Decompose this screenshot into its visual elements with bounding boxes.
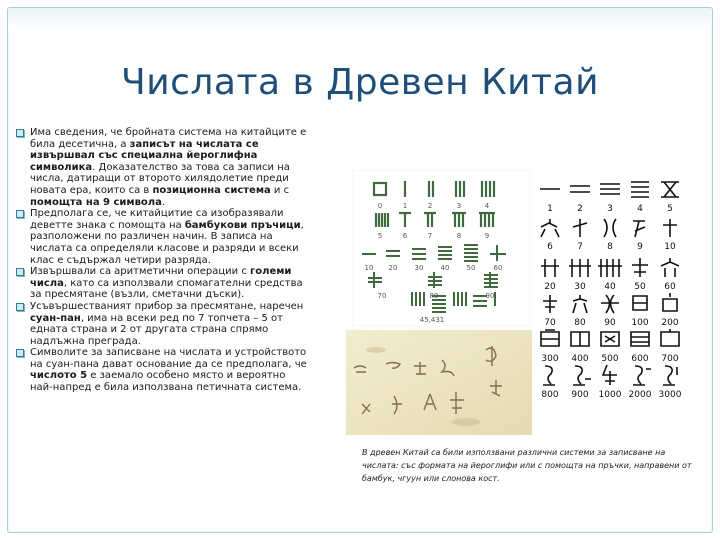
bullet-item [16,127,308,208]
rod-numerals-figure [352,170,530,326]
numeral-table-label: 7 [577,242,583,252]
bullet-text: Предполага се, че китайцитие са изобразявали деветте знака с помощта на [30,208,284,231]
rod-numeral-label: 70 [377,292,387,300]
bullet-text: . [161,196,166,208]
bullet-list [16,127,308,394]
numeral-table-label: 9 [637,242,643,252]
oracle-bone-photo [346,330,532,435]
bullet-emphasis: позиционна система [152,184,271,196]
rod-example-label: 45,431 [419,316,445,324]
numeral-table-label: 3 [607,204,613,214]
numeral-table-label: 1 [547,204,553,214]
bullet-emphasis: записът на числата се извършвал със специална йероглифна символика [30,138,259,173]
numeral-table-label: 70 [544,318,556,328]
rod-numeral-label: 6 [402,232,408,240]
numeral-glyph-icon [569,259,591,277]
rod-numeral-label: 0 [377,202,383,210]
numeral-table-label: 2 [577,204,583,214]
numeral-table-label: 6 [547,242,553,252]
numeral-table-label: 800 [541,390,559,400]
numeral-table-label: 50 [634,282,646,292]
bullet-item [16,208,308,266]
numeral-table-label: 5 [667,204,673,214]
bullet-text: Символите за записване на числата и устройството на суан-пана дават основание да се предполага, че [30,347,307,370]
rod-numeral-label: 8 [456,232,462,240]
bullet-emphasis: бамбукови пръчици [184,219,301,231]
bullet-emphasis: числото 5 [30,370,88,382]
bullet-emphasis: големи числа [30,266,292,289]
bullet-item [16,301,308,347]
rod-numeral-label: 3 [456,202,462,210]
numeral-table-label: 400 [571,354,589,364]
numeral-table-label: 200 [661,318,679,328]
numeral-table-label: 600 [631,354,649,364]
rod-numeral-label: 90 [485,292,495,300]
bullet-text: е заемало особено място и вероятно най-напред е била използвана петичната система. [30,370,302,394]
rod-numeral-label: 30 [414,264,424,272]
rod-numeral-label: 2 [427,202,433,210]
bullet-square-icon [16,210,24,218]
numeral-table-label: 8 [607,242,613,252]
rod-numeral-label: 10 [364,264,374,272]
numeral-table-label: 80 [574,318,586,328]
rod-numeral-label: 80 [429,292,439,300]
numeral-table-label: 60 [664,282,676,292]
rod-numeral-label: 7 [427,232,433,240]
bullet-square-icon [16,268,24,276]
bullet-text: Усъвършестваният прибор за пресмятане, наречен [30,300,304,312]
numeral-table-label: 1000 [598,390,622,400]
numeral-table-label: 90 [604,318,616,328]
numeral-table-label: 900 [571,390,589,400]
rod-numeral-label: 9 [484,232,490,240]
numeral-table-label: 700 [661,354,679,364]
bullet-text: , разположени по различен начин. В записа на числата са определяли класове и разряди и всеки клас е съдържал четири разряда. [30,219,304,266]
rod-numeral-label: 40 [440,264,450,272]
numeral-table-label: 100 [631,318,649,328]
bullet-square-icon [16,349,24,357]
hieroglyph-numerals-table [535,173,689,401]
bullet-text: , има на всеки ред по 7 топчета – 5 от едната страна и 2 от другата страна спрямо надлъжна преграда. [30,312,283,347]
bullet-square-icon [16,303,24,311]
numeral-table-label: 500 [601,354,619,364]
numeral-table-label: 3000 [658,390,682,400]
bullet-text: . Доказателство за това са записи на числа, датиращи от второто хилядолетие преди новата ера, които са в [30,161,290,196]
bullet-item [16,266,308,301]
numeral-table-label: 40 [604,282,616,292]
rod-numeral-label: 4 [484,202,490,210]
bullet-text: , като са използвали спомагателни средства за пресмятане (възли, сметачни дъски). [30,277,303,301]
rod-numeral-label: 20 [388,264,398,272]
bullet-emphasis: суан-пан [30,312,81,324]
numeral-table-label: 30 [574,282,586,292]
rod-numeral-label: 60 [493,264,503,272]
rod-numeral-label: 50 [466,264,476,272]
numeral-table-label: 20 [544,282,556,292]
rod-numeral-label: 5 [377,232,383,240]
bullet-item [16,347,308,393]
numeral-table-label: 10 [664,242,676,252]
bullet-emphasis: помощта на 9 символа [30,196,162,208]
bullet-text: и с [270,184,290,196]
numeral-table-label: 4 [637,204,643,214]
slide-title: Числата в Древен Китай [121,62,599,103]
rod-numeral-label: 1 [402,202,408,210]
numeral-table-label: 300 [541,354,559,364]
bullet-text: Има сведения, че бройната система на китайците е била десетична, а [30,127,307,150]
figure-caption: В древен Китай са били използвани различни системи за записване на числата: със формата на йероглифи или с помощта на пръчки, направени от бамбук, чгуун или слонова кост. [362,448,692,483]
bullet-text: Извършвали са аритметични операции с [30,266,251,278]
numeral-table-label: 2000 [628,390,652,400]
bullet-square-icon [16,129,24,137]
top-band [8,8,710,30]
